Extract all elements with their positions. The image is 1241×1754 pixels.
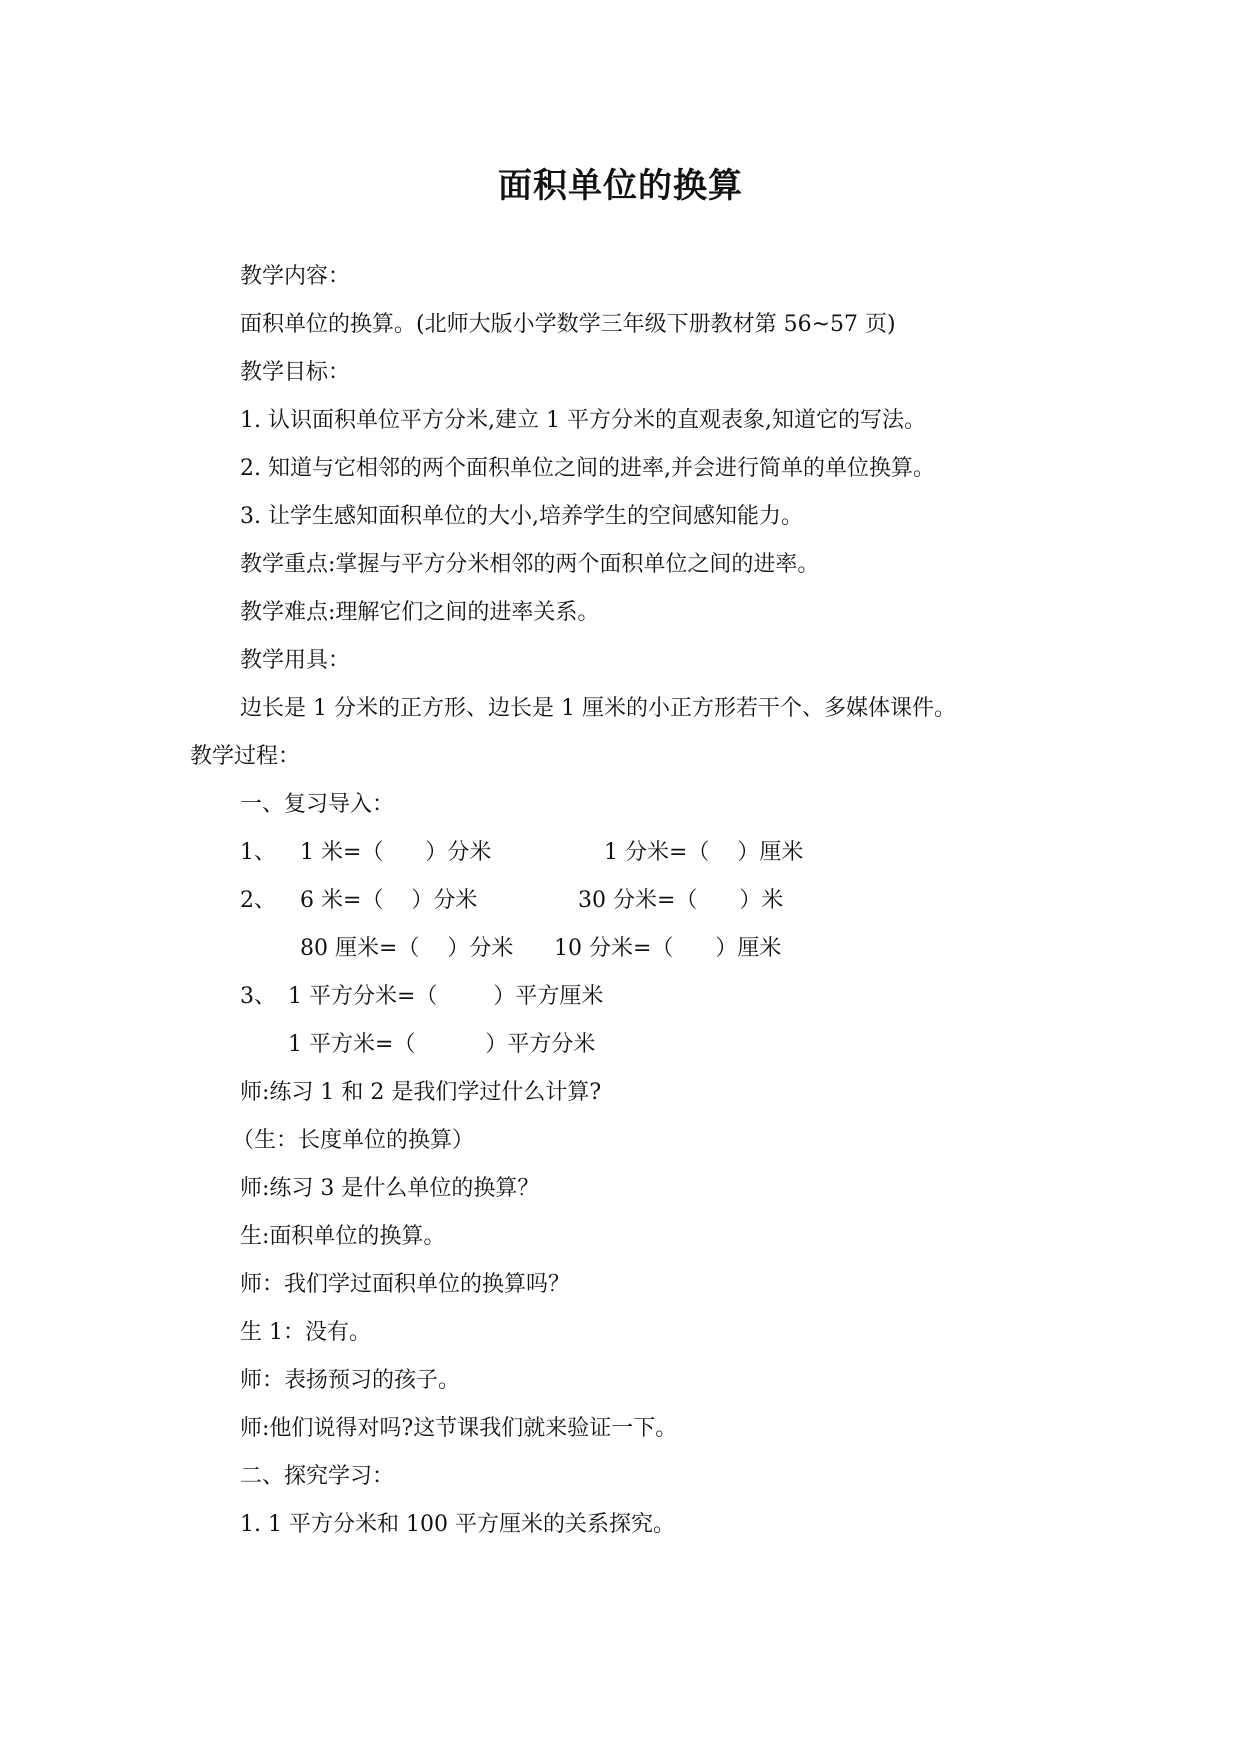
exercise-item: 10 分米=（ ）厘米 xyxy=(554,936,782,961)
dialogue-line: 师:他们说得对吗?这节课我们就来验证一下。 xyxy=(240,1416,678,1441)
dialogue-line: 师：表扬预习的孩子。 xyxy=(240,1368,461,1393)
dialogue-line: 生 1：没有。 xyxy=(240,1320,371,1345)
exercise-number: 2、 xyxy=(240,888,276,913)
explore-item: 1. 1 平方分米和 100 平方厘米的关系探究。 xyxy=(240,1512,675,1537)
goal-item: 3. 让学生感知面积单位的大小,培养学生的空间感知能力。 xyxy=(240,504,803,529)
goal-item: 2. 知道与它相邻的两个面积单位之间的进率,并会进行简单的单位换算。 xyxy=(240,456,935,481)
tools-label: 教学用具： xyxy=(240,648,351,673)
dialogue-line: 师：我们学过面积单位的换算吗？ xyxy=(240,1272,571,1297)
dialogue-line: 师:练习 1 和 2 是我们学过什么计算? xyxy=(240,1080,602,1105)
exercise-number: 3、 xyxy=(240,984,276,1009)
tools-text: 边长是 1 分米的正方形、边长是 1 厘米的小正方形若干个、多媒体课件。 xyxy=(240,696,956,721)
dialogue-line: （生：长度单位的换算） xyxy=(232,1128,475,1153)
exercise-item: 30 分米=（ ）米 xyxy=(578,888,784,913)
difficulty: 教学难点:理解它们之间的进率关系。 xyxy=(240,600,600,625)
exercise-item: 80 厘米=（ ）分米 xyxy=(300,936,514,961)
section-heading: 二、探究学习： xyxy=(240,1464,395,1489)
key-point: 教学重点:掌握与平方分米相邻的两个面积单位之间的进率。 xyxy=(240,552,820,577)
exercise-item: 1 分米=（ ）厘米 xyxy=(604,840,804,865)
exercise-item: 6 米=（ ）分米 xyxy=(300,888,478,913)
document-title: 面积单位的换算 xyxy=(498,166,743,206)
goal-item: 1. 认识面积单位平方分米,建立 1 平方分米的直观表象,知道它的写法。 xyxy=(240,408,926,433)
exercise-item: 1 米=（ ）分米 xyxy=(300,840,492,865)
content-label: 教学内容： xyxy=(240,264,351,289)
section-heading: 一、复习导入： xyxy=(240,792,395,817)
goals-label: 教学目标： xyxy=(240,360,351,385)
exercise-item: 1 平方米=（ ）平方分米 xyxy=(288,1032,596,1057)
content-text: 面积单位的换算。(北师大版小学数学三年级下册教材第 56~57 页) xyxy=(240,312,896,337)
process-label: 教学过程： xyxy=(190,744,301,769)
dialogue-line: 师:练习 3 是什么单位的换算？ xyxy=(240,1176,540,1201)
dialogue-line: 生:面积单位的换算。 xyxy=(240,1224,446,1249)
exercise-item: 1 平方分米=（ ）平方厘米 xyxy=(288,984,604,1009)
exercise-number: 1、 xyxy=(240,840,276,865)
